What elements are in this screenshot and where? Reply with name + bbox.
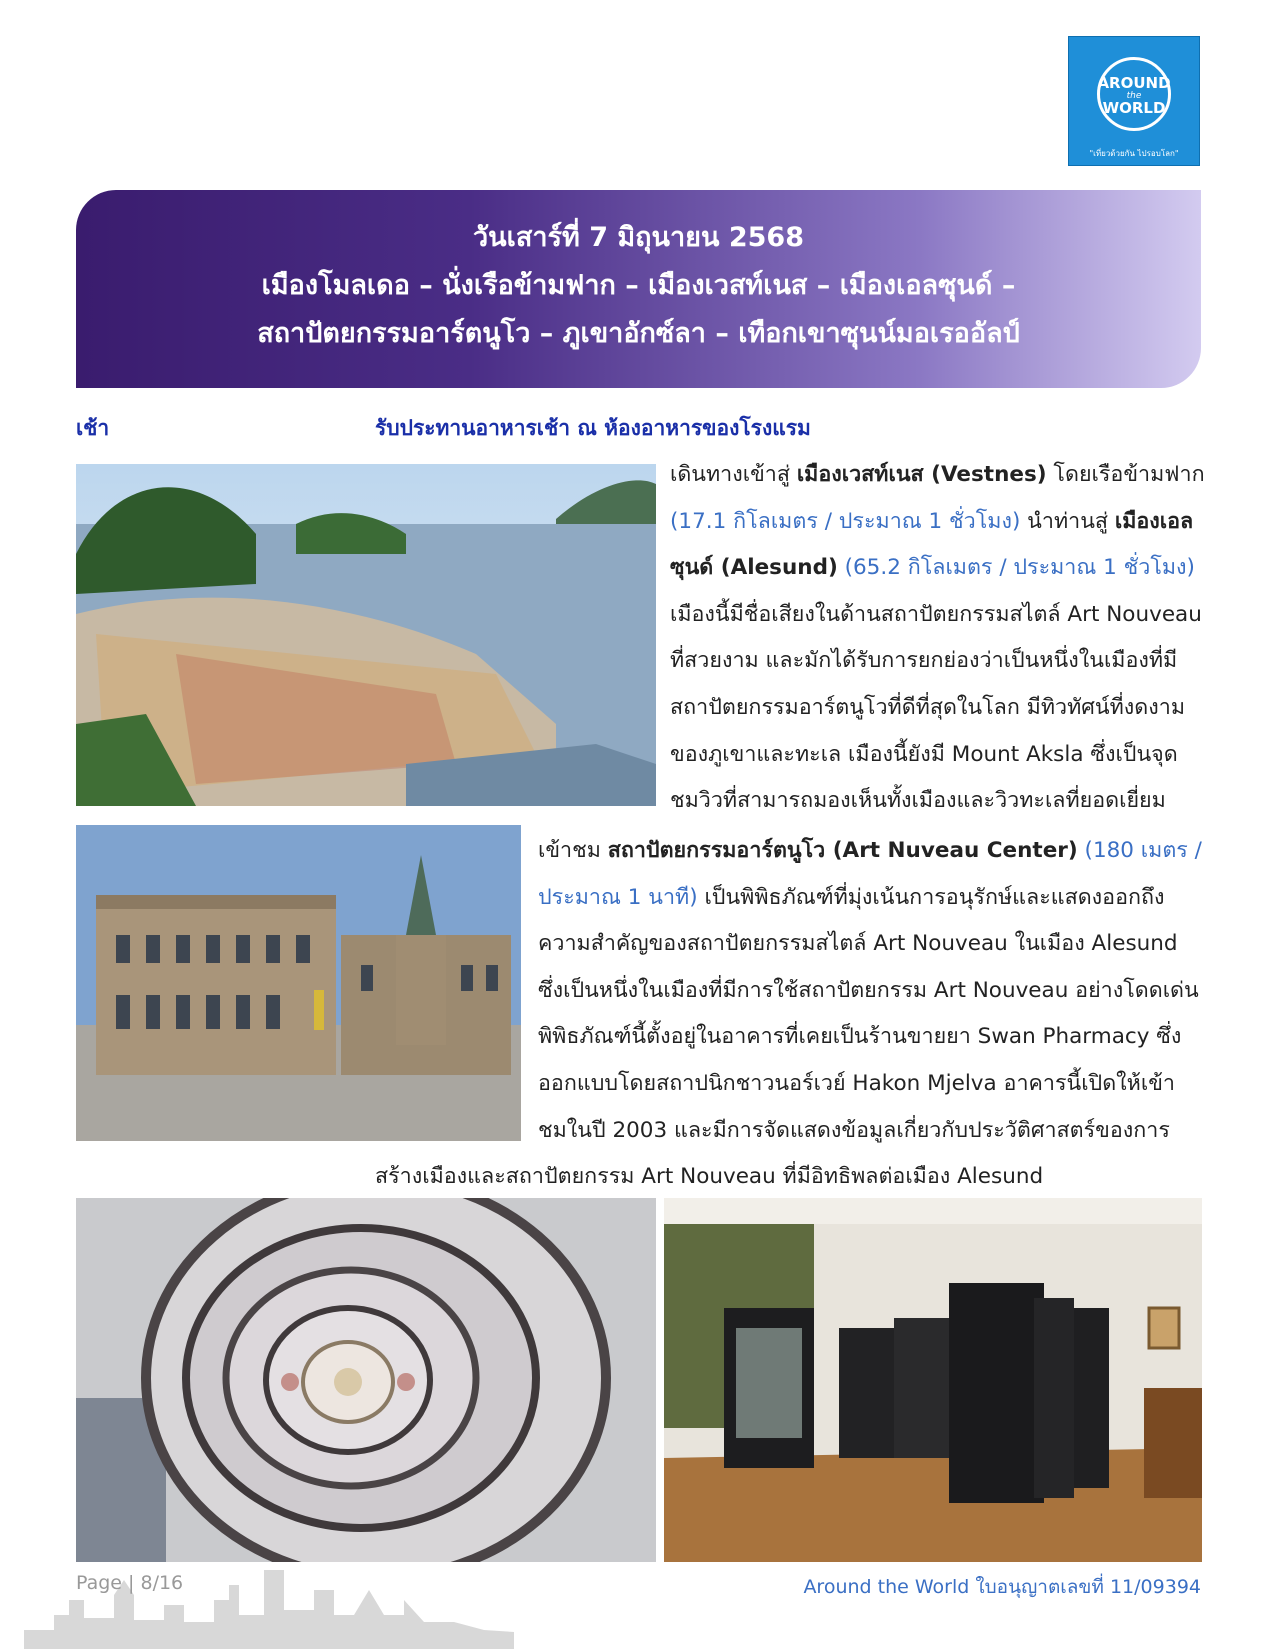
art-nouveau-center-photo	[76, 825, 521, 1141]
day-date: วันเสาร์ที่ 7 มิถุนายน 2568	[473, 222, 804, 253]
para2-line-6: ออกแบบโดยสถาปนิกชาวนอร์เวย์ Hakon Mjelva อาคารนี้เปิดให้เข้า	[538, 1070, 1175, 1096]
license-number: Around the World ใบอนุญาตเลขที่ 11/09394	[803, 1576, 1201, 1598]
para2-line-1	[538, 828, 1208, 875]
para1-line-2	[670, 499, 1210, 546]
logo-tagline: "เที่ยวด้วยกัน ไปรอบโลก"	[1089, 149, 1179, 158]
para1-line-5: ที่สวยงาม และมักได้รับการยกย่องว่าเป็นหนึ่งในเมืองที่มี	[670, 648, 1178, 674]
para1-line-4: เมืองนี้มีชื่อเสียงในด้านสถาปัตยกรรมสไตล์ Art Nouveau	[670, 601, 1202, 627]
para1-line-7: ของภูเขาและทะเล เมืองนี้ยังมี Mount Aksla ซึ่งเป็นจุด	[670, 741, 1178, 767]
alesund-name: เมืองเอล	[1114, 508, 1194, 534]
para1-line-6: สถาปัตยกรรมอาร์ตนูโวที่ดีที่สุดในโลก มีทิวทัศน์ที่งดงาม	[670, 694, 1185, 720]
meal-label: เช้า	[76, 416, 110, 440]
day-route-line-2: สถาปัตยกรรมอาร์ตนูโว – ภูเขาอักซ์ลา – เทือกเขาซุนน์มอเรออัลป์	[257, 318, 1020, 349]
para2-line-7: ชมในปี 2003 และมีการจัดแสดงข้อมูลเกี่ยวกับประวัติศาสตร์ของการ	[538, 1117, 1170, 1143]
para2-text: เข้าชม	[538, 838, 608, 863]
logo-text-the: the	[1126, 91, 1142, 101]
art-nouveau-center-name: สถาปัตยกรรมอาร์ตนูโว (Art Nuveau Center)	[607, 838, 1078, 863]
meal-text: รับประทานอาหารเช้า ณ ห้องอาหารของโรงแรม	[375, 416, 811, 440]
para1-text: นำท่านสู่	[1020, 508, 1115, 534]
para2-line-3: ความสำคัญของสถาปัตยกรรมสไตล์ Art Nouveau ในเมือง Alesund	[538, 931, 1178, 957]
para1-text: โดยเรือข้ามฟาก	[1046, 462, 1205, 487]
logo-text-world: WORLD	[1102, 99, 1166, 117]
para2-line-2	[538, 875, 1208, 922]
vestnes-name: เมืองเวสท์เนส (Vestnes)	[796, 462, 1047, 487]
para1-line-1	[670, 452, 1210, 499]
para1-line-8: ชมวิวที่สามารถมองเห็นทั้งเมืองและวิวทะเลที่ยอดเยี่ยม	[670, 788, 1166, 814]
page-number: Page | 8/16	[76, 1572, 184, 1594]
museum-interior-photo	[664, 1198, 1202, 1562]
distance-center: (180 เมตร /	[1077, 838, 1202, 863]
alesund-description	[670, 452, 1210, 825]
para2-line-4: ซึ่งเป็นหนึ่งในเมืองที่มีการใช้สถาปัตยกรรม Art Nouveau อย่างโดดเด่น	[538, 977, 1199, 1003]
spiral-staircase-photo	[76, 1198, 656, 1562]
para1-text: เดินทางเข้าสู่	[670, 462, 797, 487]
day-title-banner	[76, 190, 1201, 388]
distance-vestnes: (17.1 กิโลเมตร / ประมาณ 1 ชั่วโมง)	[670, 508, 1021, 534]
day-route-line-1: เมืองโมลเดอ – นั่งเรือข้ามฟาก – เมืองเวสท์เนส – เมืองเอลซุนด์ –	[261, 270, 1016, 301]
alesund-name-cont: ซุนด์ (Alesund)	[670, 555, 838, 581]
alesund-city-photo	[76, 464, 656, 806]
art-nouveau-center-description	[538, 828, 1208, 1154]
para2-line-5: พิพิธภัณฑ์นี้ตั้งอยู่ในอาคารที่เคยเป็นร้านขายยา Swan Pharmacy ซึ่ง	[538, 1024, 1182, 1050]
para2-text: เป็นพิพิธภัณฑ์ที่มุ่งเน้นการอนุรักษ์และแสดงออกถึง	[697, 884, 1165, 910]
company-logo	[1068, 36, 1200, 166]
distance-alesund: (65.2 กิโลเมตร / ประมาณ 1 ชั่วโมง)	[837, 555, 1195, 581]
para2-line-8: สร้างเมืองและสถาปัตยกรรม Art Nouveau ที่มีอิทธิพลต่อเมือง Alesund	[375, 1164, 1044, 1189]
duration-center: ประมาณ 1 นาที)	[538, 884, 698, 910]
logo-text-around: AROUND	[1097, 74, 1171, 92]
para1-line-3	[670, 545, 1210, 592]
